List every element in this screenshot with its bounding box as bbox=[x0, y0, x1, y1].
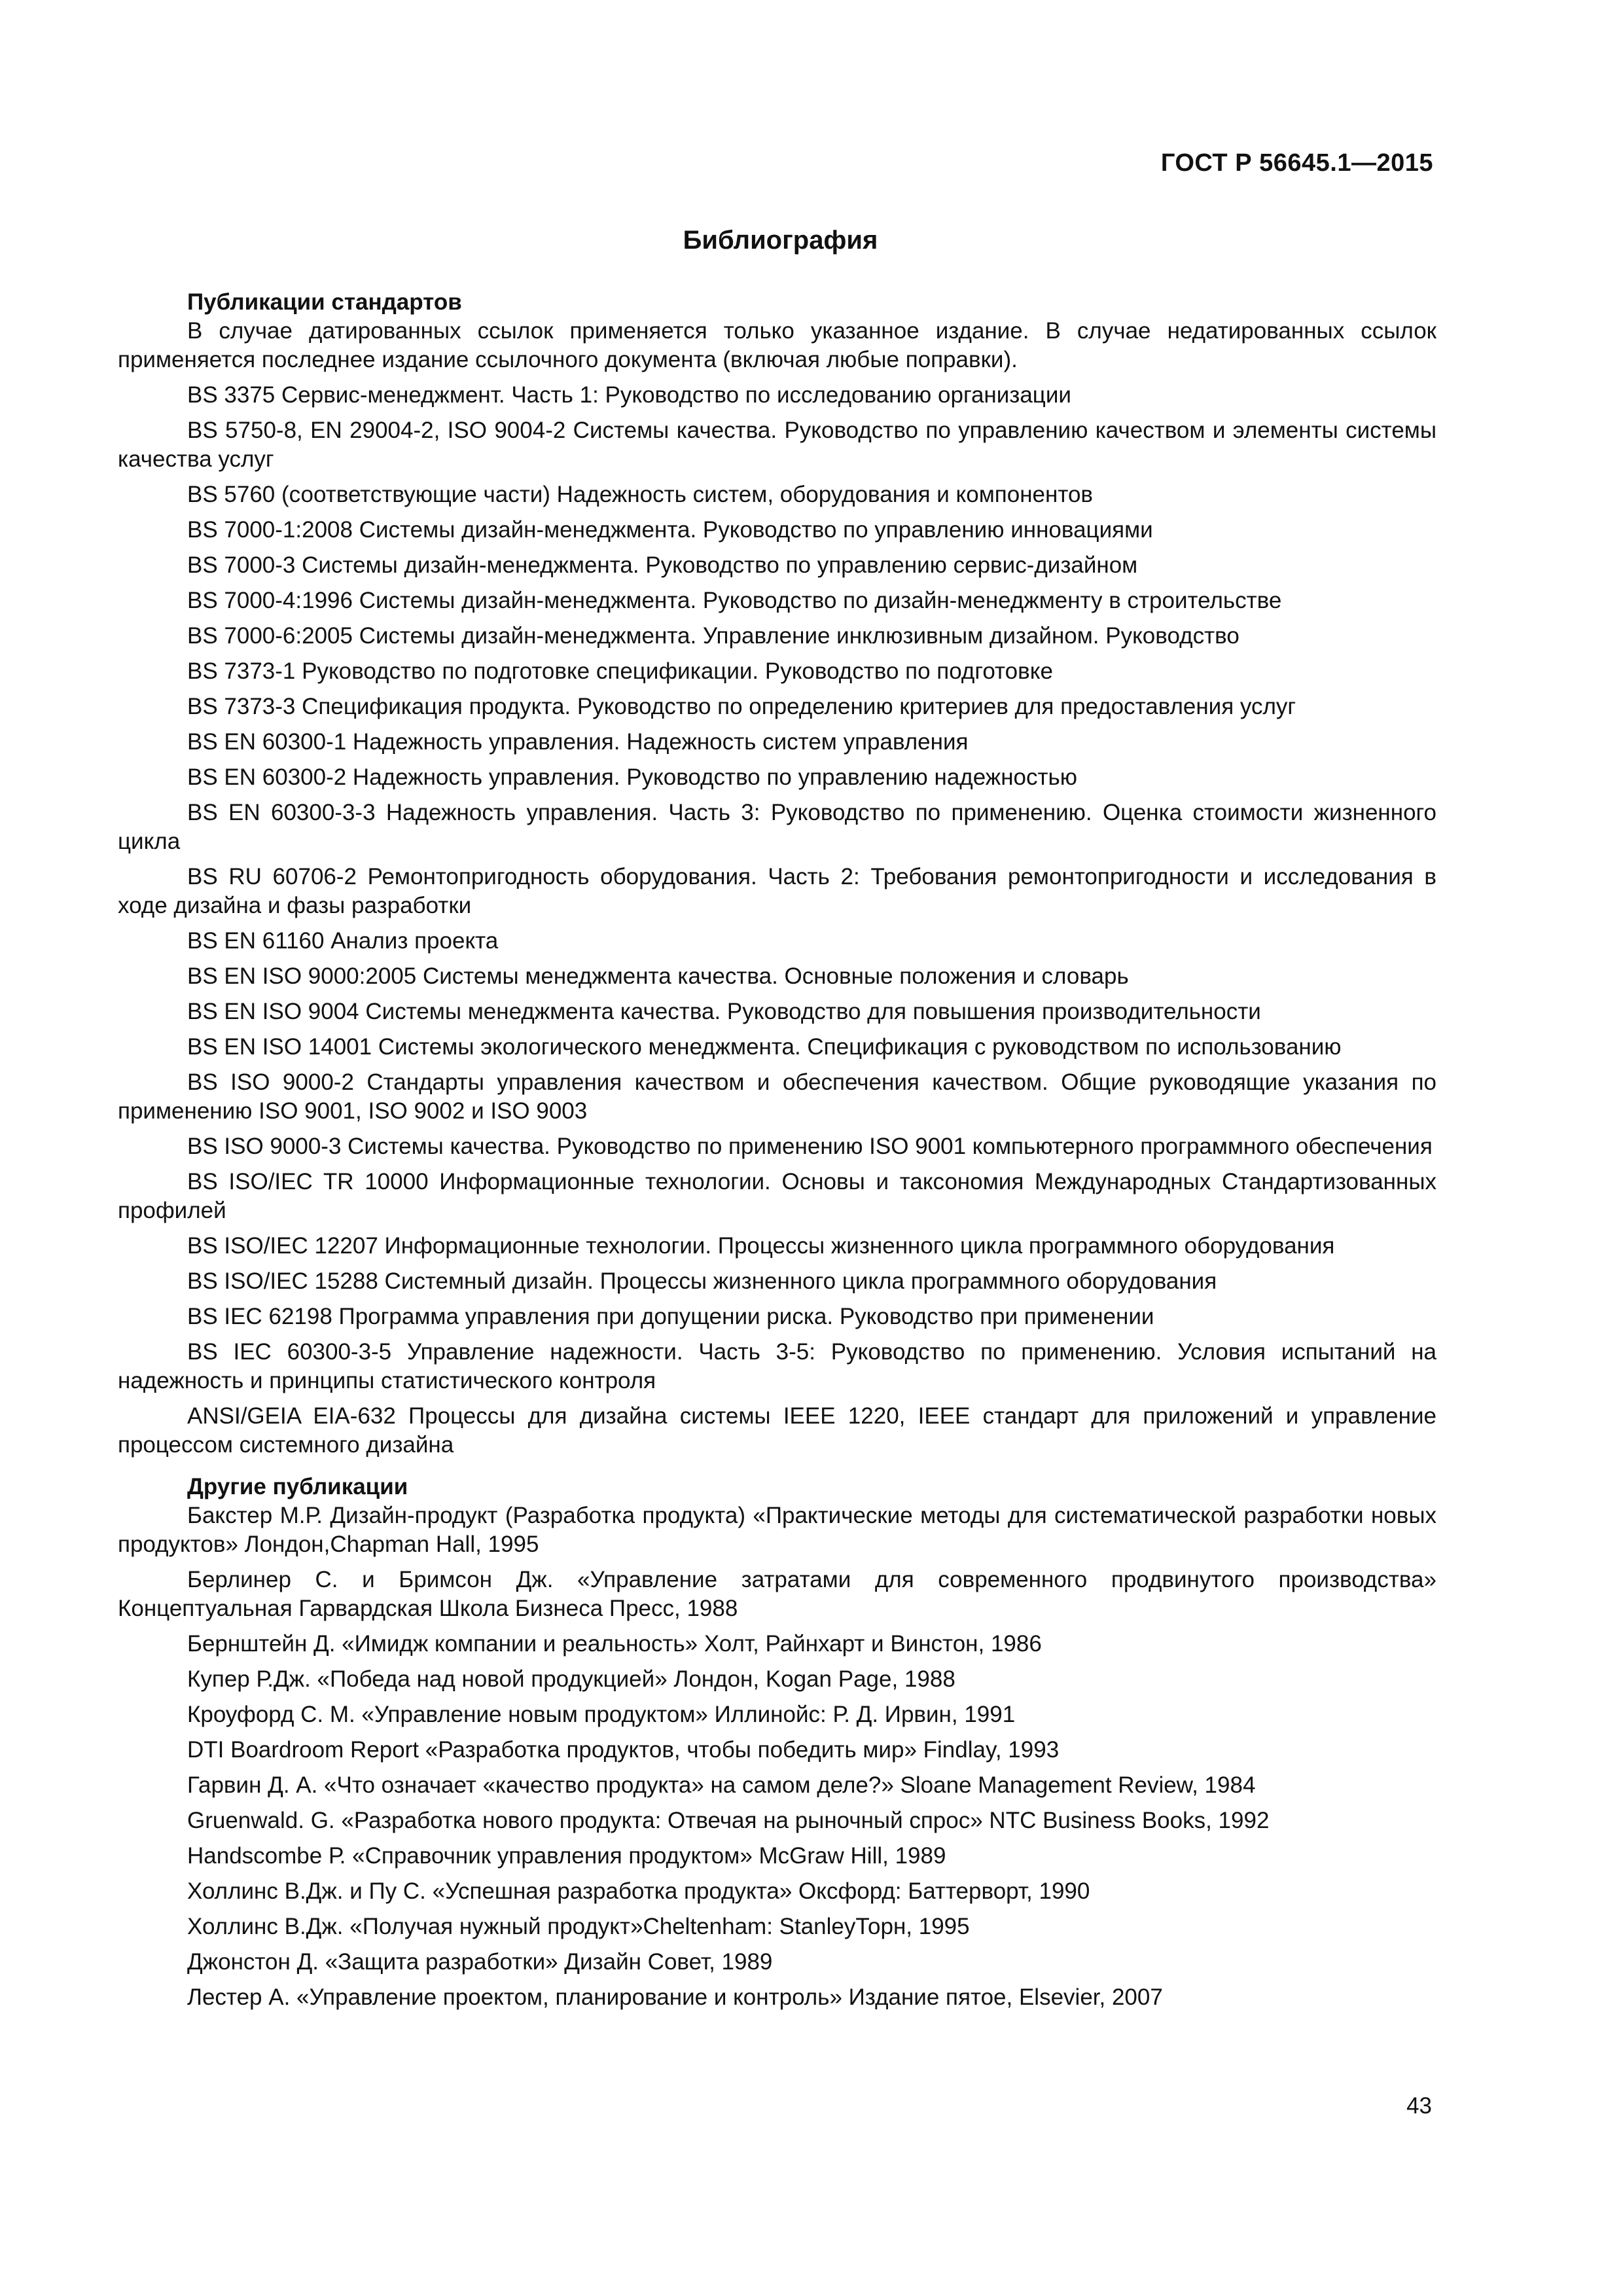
reference-item: BS 5760 (соответствующие части) Надежность систем, оборудования и компонентов bbox=[187, 482, 1094, 507]
reference-item: Джонстон Д. «Защита разработки» Дизайн Совет, 1989 bbox=[187, 1949, 773, 1975]
reference-item: BS EN ISO 9000:2005 Системы менеджмента качества. Основные положения и словарь bbox=[187, 963, 1129, 989]
reference-item: Кроуфорд С. М. «Управление новым продуктом» Иллинойс: Р. Д. Ирвин, 1991 bbox=[187, 1702, 1016, 1727]
reference-item: BS ISO/IEC 12207 Информационные технологии. Процессы жизненного цикла программного оборудования bbox=[187, 1233, 1335, 1259]
reference-item: BS 7000-4:1996 Системы дизайн-менеджмента. Руководство по дизайн-менеджменту в строительстве bbox=[187, 588, 1282, 613]
reference-item: BS RU 60706-2 Ремонтопригодность оборудования. Часть 2: Требования ремонтопригодности и исследования в ходе дизайна и фазы разработки bbox=[118, 864, 1436, 918]
reference-item: Бакстер М.Р. Дизайн-продукт (Разработка продукта) «Практические методы для систематической разработки новых продуктов» Лондон,Chapman Hall, 1995 bbox=[118, 1503, 1436, 1557]
section-heading: Другие публикации bbox=[187, 1474, 408, 1499]
reference-item: BS 7000-1:2008 Системы дизайн-менеджмента. Руководство по управлению инновациями bbox=[187, 517, 1153, 543]
section-other-publications bbox=[118, 1473, 1436, 2012]
reference-item: BS EN 60300-1 Надежность управления. Надежность систем управления bbox=[187, 729, 969, 755]
reference-item: BS ISO 9000-3 Системы качества. Руководство по применению ISO 9001 компьютерного программного обеспечения bbox=[187, 1134, 1433, 1159]
reference-item: BS IEC 60300-3-5 Управление надежности. Часть 3-5: Руководство по применению. Условия испытаний на надежность и принципы статистического контроля bbox=[118, 1339, 1436, 1393]
reference-item: Handscombe Р. «Справочник управления продуктом» McGraw Hill, 1989 bbox=[187, 1843, 946, 1869]
reference-item: BS 7373-3 Спецификация продукта. Руководство по определению критериев для предоставления услуг bbox=[187, 694, 1296, 719]
bibliography-content bbox=[118, 288, 1436, 2018]
reference-item: BS IEC 62198 Программа управления при допущении риска. Руководство при применении bbox=[187, 1304, 1154, 1329]
reference-item: Бернштейн Д. «Имидж компании и реальность» Холт, Райнхарт и Винстон, 1986 bbox=[187, 1631, 1042, 1657]
reference-item: Холлинс В.Дж. «Получая нужный продукт»Cheltenham: StanleyТорн, 1995 bbox=[187, 1914, 970, 1939]
reference-item: BS 5750-8, EN 29004-2, ISO 9004-2 Системы качества. Руководство по управлению качеством и элементы системы качества услуг bbox=[118, 418, 1436, 472]
reference-item: Холлинс В.Дж. и Пу С. «Успешная разработка продукта» Оксфорд: Баттерворт, 1990 bbox=[187, 1878, 1090, 1904]
page-title: Библиография bbox=[683, 226, 878, 255]
reference-item: BS EN ISO 9004 Системы менеджмента качества. Руководство для повышения производительности bbox=[187, 999, 1261, 1024]
reference-item: Берлинер С. и Бримсон Дж. «Управление затратами для современного продвинутого производства» Концептуальная Гарвардская Школа Бизнеса Пресс, 1988 bbox=[118, 1567, 1436, 1621]
section-heading: Публикации стандартов bbox=[187, 289, 462, 315]
reference-item: BS EN 61160 Анализ проекта bbox=[187, 928, 499, 954]
document-code: ГОСТ Р 56645.1—2015 bbox=[1160, 149, 1433, 177]
reference-item: DTI Boardroom Report «Разработка продуктов, чтобы победить мир» Findlay, 1993 bbox=[187, 1737, 1060, 1763]
reference-item: Лестер А. «Управление проектом, планирование и контроль» Издание пятое, Elsevier, 2007 bbox=[187, 1984, 1163, 2010]
reference-item: ANSI/GEIA EIA-632 Процессы для дизайна системы IEEE 1220, IEEE стандарт для приложений и управление процессом системного дизайна bbox=[118, 1403, 1436, 1458]
section-standards bbox=[118, 288, 1436, 1460]
reference-item: BS 7000-3 Системы дизайн-менеджмента. Руководство по управлению сервис-дизайном bbox=[187, 552, 1138, 578]
reference-item: BS 7000-6:2005 Системы дизайн-менеджмента. Управление инклюзивным дизайном. Руководство bbox=[187, 623, 1240, 649]
reference-item: BS 3375 Сервис-менеджмент. Часть 1: Руководство по исследованию организации bbox=[187, 382, 1071, 408]
reference-item: BS 7373-1 Руководство по подготовке спецификации. Руководство по подготовке bbox=[187, 658, 1053, 684]
reference-item: Купер Р.Дж. «Победа над новой продукцией» Лондон, Kogan Page, 1988 bbox=[187, 1666, 955, 1692]
reference-item: BS EN 60300-2 Надежность управления. Руководство по управлению надежностью bbox=[187, 764, 1078, 790]
reference-item: BS EN ISO 14001 Системы экологического менеджмента. Спецификация с руководством по использованию bbox=[187, 1034, 1342, 1060]
reference-item: BS ISO/IEC 15288 Системный дизайн. Процессы жизненного цикла программного оборудования bbox=[187, 1268, 1217, 1294]
page-number: 43 bbox=[1406, 2093, 1432, 2119]
reference-item: Gruenwald. G. «Разработка нового продукта: Отвечая на рыночный спрос» NTC Business Books, 1992 bbox=[187, 1808, 1270, 1833]
reference-item: BS EN 60300-3-3 Надежность управления. Часть 3: Руководство по применению. Оценка стоимости жизненного цикла bbox=[118, 800, 1436, 854]
reference-item: Гарвин Д. А. «Что означает «качество продукта» на самом деле?» Sloane Management Review, 1984 bbox=[187, 1772, 1256, 1798]
reference-item: BS ISO 9000-2 Стандарты управления качеством и обеспечения качеством. Общие руководящие указания по применению ISO 9001, ISO 9002 и ISO 9003 bbox=[118, 1069, 1436, 1124]
reference-item: BS ISO/IEC TR 10000 Информационные технологии. Основы и таксономия Международных Стандартизованных профилей bbox=[118, 1169, 1436, 1223]
intro-paragraph: В случае датированных ссылок применяется только указанное издание. В случае недатированных ссылок применяется последнее издание ссылочного документа (включая любые поправки). bbox=[118, 318, 1436, 372]
